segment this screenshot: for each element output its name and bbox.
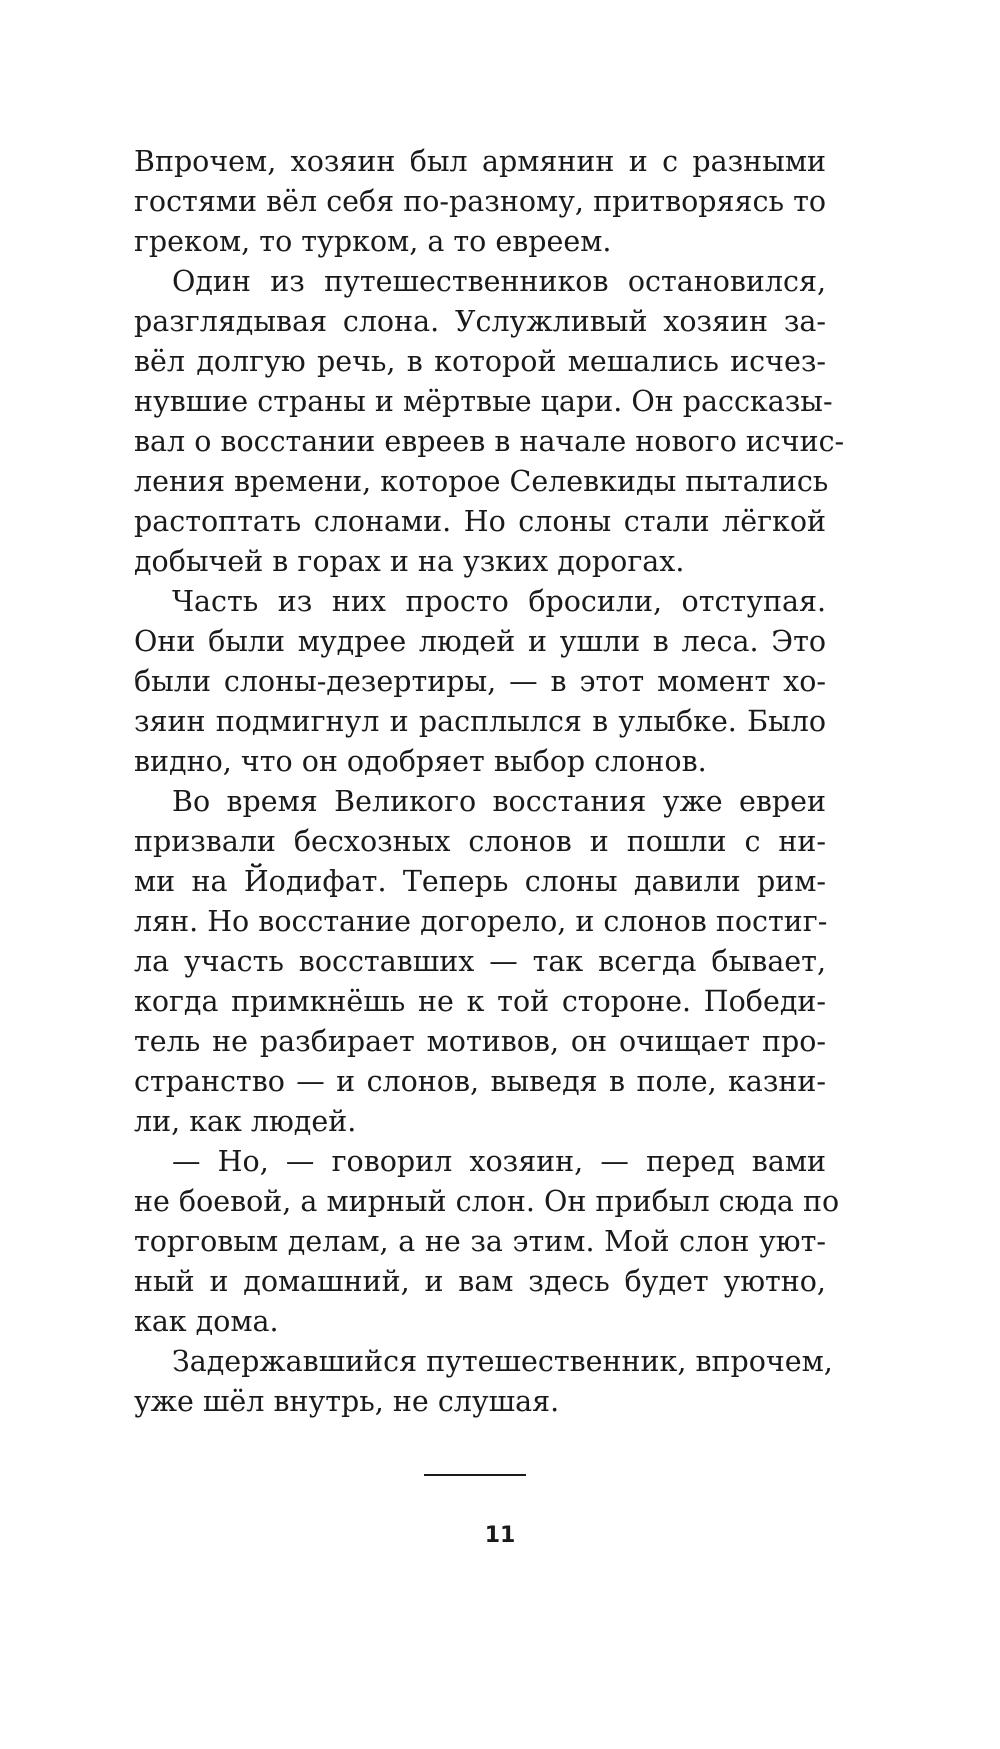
text-line: Задержавшийся путешественник, впрочем,: [172, 1345, 833, 1378]
paragraph-1: [134, 142, 826, 262]
text-line: уже шёл внутрь, не слушая.: [134, 1385, 560, 1418]
text-line: зяин подмигнул и расплылся в улыбке. Было: [134, 705, 826, 738]
text-line: не боевой, а мирный слон. Он прибыл сюда по: [134, 1185, 840, 1218]
text-line: Они были мудрее людей и ушли в леса. Это: [134, 625, 826, 658]
text-line: Часть из них просто бросили, отступая.: [172, 585, 826, 618]
text-line: странство — и слонов, выведя в поле, казни-: [134, 1065, 826, 1098]
text-line: Во время Великого восстания уже евреи: [172, 785, 826, 818]
paragraph-6: [134, 1342, 833, 1422]
page-number: 11: [484, 1523, 516, 1548]
text-line: торговым делам, а не за этим. Мой слон уют-: [134, 1225, 826, 1258]
text-line: как дома.: [134, 1305, 279, 1338]
section-divider: [424, 1474, 526, 1476]
page-text: [134, 142, 845, 1422]
text-line: тель не разбирает мотивов, он очищает про-: [134, 1025, 826, 1058]
text-line: нувшие страны и мёртвые цари. Он рассказы-: [134, 385, 833, 418]
text-line: разглядывая слона. Услужливый хозяин за-: [134, 305, 826, 338]
paragraph-3: [134, 582, 826, 782]
text-line: греком, то турком, а то евреем.: [134, 225, 612, 258]
text-line: вёл долгую речь, в которой мешались исчез-: [134, 345, 826, 378]
text-line: ный и домашний, и вам здесь будет уютно,: [134, 1265, 826, 1298]
text-line: видно, что он одобряет выбор слонов.: [134, 745, 707, 778]
text-line: были слоны-дезертиры, — в этот момент хо-: [134, 665, 826, 698]
text-line: ла участь восставших — так всегда бывает,: [134, 945, 826, 978]
text-line: вал о восстании евреев в начале нового исчис-: [134, 425, 845, 458]
text-line: призвали бесхозных слонов и пошли с ни-: [134, 825, 826, 858]
paragraph-4: [134, 782, 826, 1142]
text-line: — Но, — говорил хозяин, — перед вами: [172, 1145, 826, 1178]
text-line: добычей в горах и на узких дорогах.: [134, 545, 685, 578]
text-line: Впрочем, хозяин был армянин и с разными: [134, 145, 826, 178]
text-line: гостями вёл себя по-разному, притворяясь то: [134, 185, 826, 218]
text-line: когда примкнёшь не к той стороне. Победи-: [134, 985, 826, 1018]
text-line: лян. Но восстание догорело, и слонов постиг-: [134, 905, 828, 938]
text-line: растоптать слонами. Но слоны стали лёгкой: [134, 505, 826, 538]
paragraph-2: [134, 262, 845, 582]
text-line: Один из путешественников остановился,: [172, 265, 826, 298]
text-line: ми на Йодифат. Теперь слоны давили рим-: [134, 865, 826, 898]
text-line: ления времени, которое Селевкиды пытались: [134, 465, 829, 498]
text-line: ли, как людей.: [134, 1105, 357, 1138]
paragraph-5: [134, 1142, 840, 1342]
